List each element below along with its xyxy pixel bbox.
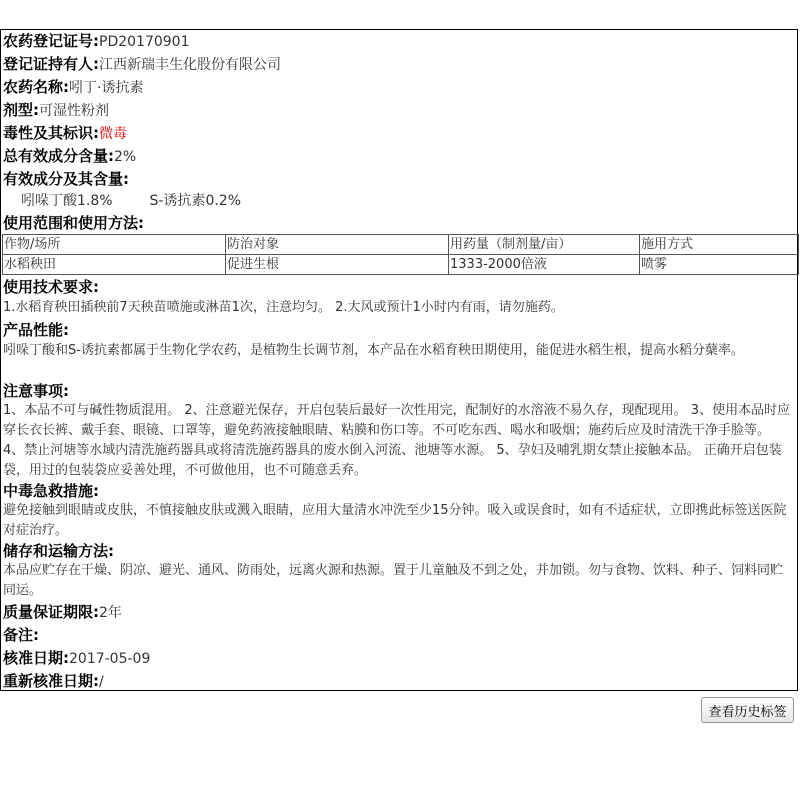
- ingredients-key: 有效成分及其含量:: [3, 170, 129, 188]
- tech-heading: [3, 276, 795, 299]
- holder-row: [3, 53, 795, 76]
- usage-header-target: 防治对象: [226, 235, 449, 255]
- ingredients-heading: [3, 168, 795, 191]
- ingredient-amount: 1.8%: [77, 193, 113, 209]
- toxicity-value: 微毒: [99, 126, 127, 142]
- usage-key: 使用范围和使用方法:: [3, 214, 144, 232]
- total-content-key: 总有效成分含量:: [3, 147, 114, 165]
- usage-cell-method: 喷雾: [640, 255, 799, 275]
- reapproval-date-value: /: [99, 674, 104, 690]
- registration-number-value: PD20170901: [99, 34, 190, 50]
- pesticide-label: [0, 29, 798, 691]
- total-content-row: [3, 145, 795, 168]
- performance-key: 产品性能:: [3, 321, 69, 339]
- table-row: [3, 255, 799, 275]
- storage-heading: [3, 540, 795, 563]
- registration-number-row: [3, 30, 795, 53]
- usage-heading: [3, 212, 795, 235]
- toxicity-row: [3, 122, 795, 145]
- toxicity-key: 毒性及其标识:: [3, 124, 99, 142]
- usage-header-method: 施用方式: [640, 235, 799, 255]
- holder-value: 江西新瑞丰生化股份有限公司: [99, 57, 281, 73]
- approval-date-key: 核准日期:: [3, 649, 69, 667]
- approval-date-value: 2017-05-09: [69, 651, 151, 667]
- holder-key: 登记证持有人:: [3, 55, 99, 73]
- performance-heading: [3, 319, 795, 342]
- storage-key: 储存和运输方法:: [3, 542, 114, 560]
- reapproval-date-key: 重新核准日期:: [3, 672, 99, 690]
- ingredient-name: S-诱抗素: [149, 193, 206, 209]
- reapproval-date-row: [3, 670, 795, 693]
- ingredients-list: [21, 190, 241, 213]
- total-content-value: 2%: [114, 149, 137, 165]
- formulation-key: 剂型:: [3, 101, 39, 119]
- precautions-text: 1、本品不可与碱性物质混用。 2、注意避光保存，开启包装后最好一次性用完，配制好的水溶液不易久存，现配现用。 3、使用本品时应穿长衣长裤、戴手套、眼镜、口罩等，避免药液接触眼睛、粘膜和伤口等。不可吃东西、喝水和吸烟；施药后应及时清洗干净手脸等。 4、禁止河塘等水域内清洗施药器具或将清洗施药器具的废水倒入河流、池塘等水源。 5、孕妇及哺乳期女禁止接触本品。 正确开启包装袋，用过的包装袋应妥善处理，不可做他用，也不可随意丢弃。: [3, 403, 791, 478]
- formulation-row: [3, 99, 795, 122]
- shelf-life-key: 质量保证期限:: [3, 603, 99, 621]
- remarks-row: [3, 624, 795, 647]
- precautions-heading: [3, 380, 795, 403]
- pesticide-name-key: 农药名称:: [3, 78, 69, 96]
- tech-text: 1.水稻育秧田插秧前7天秧苗喷施或淋苗1次，注意均匀。 2.大风或预计1小时内有雨，请勿施药。: [3, 300, 564, 315]
- usage-cell-dosage: 1333-2000倍液: [449, 255, 640, 275]
- usage-header-dosage: 用药量（制剂量/亩）: [449, 235, 640, 255]
- approval-date-row: [3, 647, 795, 670]
- precautions-key: 注意事项:: [3, 382, 69, 400]
- shelf-life-value: 2年: [99, 605, 122, 621]
- first-aid-text: 避免接触到眼睛或皮肤，不慎接触皮肤或溅入眼睛，应用大量清水冲洗至少15分钟。吸入或误食时，如有不适症状，立即携此标签送医院对症治疗。: [3, 503, 787, 538]
- performance-text: 吲哚丁酸和S-诱抗素都属于生物化学农药，是植物生长调节剂，本产品在水稻育秧田期使用，能促进水稻生根，提高水稻分蘖率。: [3, 343, 744, 358]
- usage-cell-target: 促进生根: [226, 255, 449, 275]
- remarks-key: 备注:: [3, 626, 39, 644]
- first-aid-key: 中毒急救措施:: [3, 482, 99, 500]
- tech-key: 使用技术要求:: [3, 278, 99, 296]
- usage-table: [2, 234, 799, 275]
- pesticide-name-value: 吲丁·诱抗素: [69, 80, 144, 96]
- view-history-label-button[interactable]: 查看历史标签: [701, 697, 794, 723]
- registration-number-key: 农药登记证号:: [3, 32, 99, 50]
- shelf-life-row: [3, 601, 795, 624]
- usage-header-crop: 作物/场所: [3, 235, 226, 255]
- usage-cell-crop: 水稻秧田: [3, 255, 226, 275]
- usage-table-header-row: [3, 235, 799, 255]
- first-aid-heading: [3, 480, 795, 503]
- ingredient-amount: 0.2%: [205, 193, 242, 209]
- ingredient-name: 吲哚丁酸: [21, 193, 77, 209]
- pesticide-name-row: [3, 76, 795, 99]
- storage-text: 本品应贮存在干燥、阴凉、避光、通风、防雨处，远离火源和热源。置于儿童触及不到之处，并加锁。勿与食物、饮料、种子、饲料同贮同运。: [3, 563, 784, 598]
- formulation-value: 可湿性粉剂: [39, 103, 109, 119]
